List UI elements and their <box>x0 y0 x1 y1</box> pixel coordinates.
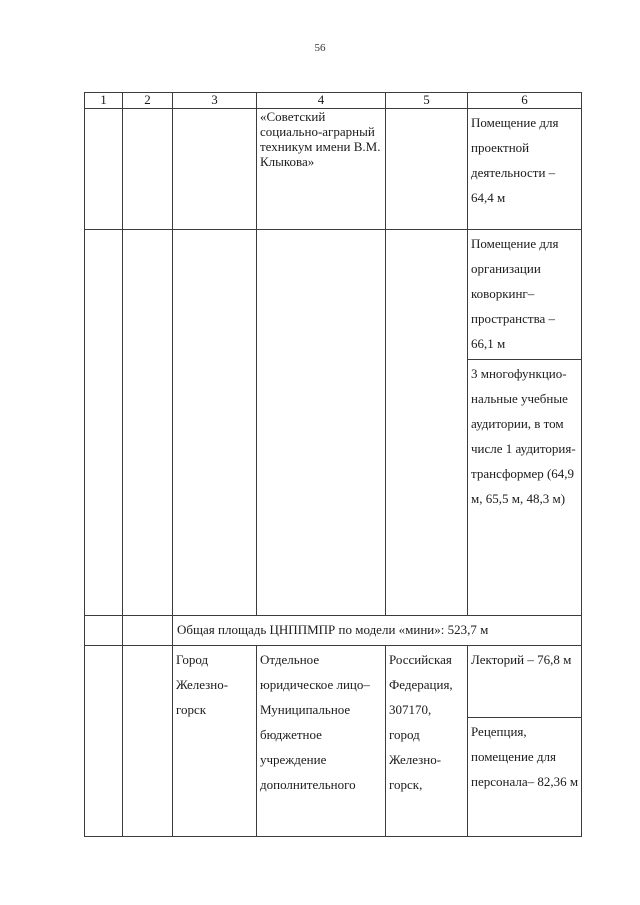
legal-entity: Отдельное юридическое лицо– Муниципальное бюджетное учреждение дополнительного <box>260 651 370 792</box>
cell-empty <box>123 108 173 229</box>
premises-coworking: Помещение для организации коворкинг–пространства – 66,1 м <box>471 235 559 351</box>
cell-empty <box>85 645 123 836</box>
premises-cell <box>468 645 582 717</box>
total-area: Общая площадь ЦНППМПР по модели «мини»: 523,7 м <box>177 622 489 638</box>
cell-empty <box>386 229 468 615</box>
cell-empty <box>386 108 468 229</box>
institution-name: «Советский социально-аграрный техникум имени В.М. Клыкова» <box>260 108 381 169</box>
table-row <box>85 645 582 717</box>
cell-empty <box>173 108 257 229</box>
column-header-1: 1 <box>85 93 123 109</box>
document-table <box>84 92 582 837</box>
column-header-2: 2 <box>123 93 173 109</box>
premises-classrooms: 3 многофункцио-нальные учебные аудитории, в том числе 1 аудитория-трансформер (64,9 м <box>471 365 576 506</box>
cell-empty <box>123 645 173 836</box>
premises-reception: Рецепция, помещение для персонала– 82,36 м <box>471 723 579 789</box>
premises-cell <box>468 108 582 229</box>
city-cell <box>173 645 257 836</box>
premises-project-room: Помещение для проектной деятельности – 64,4 м <box>471 114 559 205</box>
page-number: 56 <box>314 42 326 54</box>
premises-cell: 3 многофункцио-нальные учебные аудитории, в том числе 1 аудитория-трансформер (64,9 м, 65,5 м, 48,3 м) <box>468 359 582 615</box>
column-header-4: 4 <box>257 93 386 109</box>
premises-cell <box>468 229 582 359</box>
cell-empty <box>85 229 123 615</box>
column-header-3: 3 <box>173 93 257 109</box>
table-row <box>85 229 582 359</box>
cell-empty <box>257 229 386 615</box>
cell-empty <box>85 615 123 645</box>
table-header-row <box>85 93 582 109</box>
cell-empty <box>123 615 173 645</box>
premises-cell <box>468 717 582 836</box>
legal-entity-cell <box>257 645 386 836</box>
address: Российская Федерация, 307170, город Железно-горск, <box>389 651 453 792</box>
table-row <box>85 108 582 229</box>
cell-empty <box>85 108 123 229</box>
premises-lecture-hall: Лекторий – 76,8 м <box>471 651 572 667</box>
total-area-cell <box>173 615 582 645</box>
column-header-6: 6 <box>468 93 582 109</box>
cell-empty <box>173 229 257 615</box>
cell-empty <box>123 229 173 615</box>
column-header-5: 5 <box>386 93 468 109</box>
institution-name-cell <box>257 108 386 229</box>
city-name: Город Железно-горск <box>176 651 229 717</box>
address-cell <box>386 645 468 836</box>
table-row <box>85 615 582 645</box>
